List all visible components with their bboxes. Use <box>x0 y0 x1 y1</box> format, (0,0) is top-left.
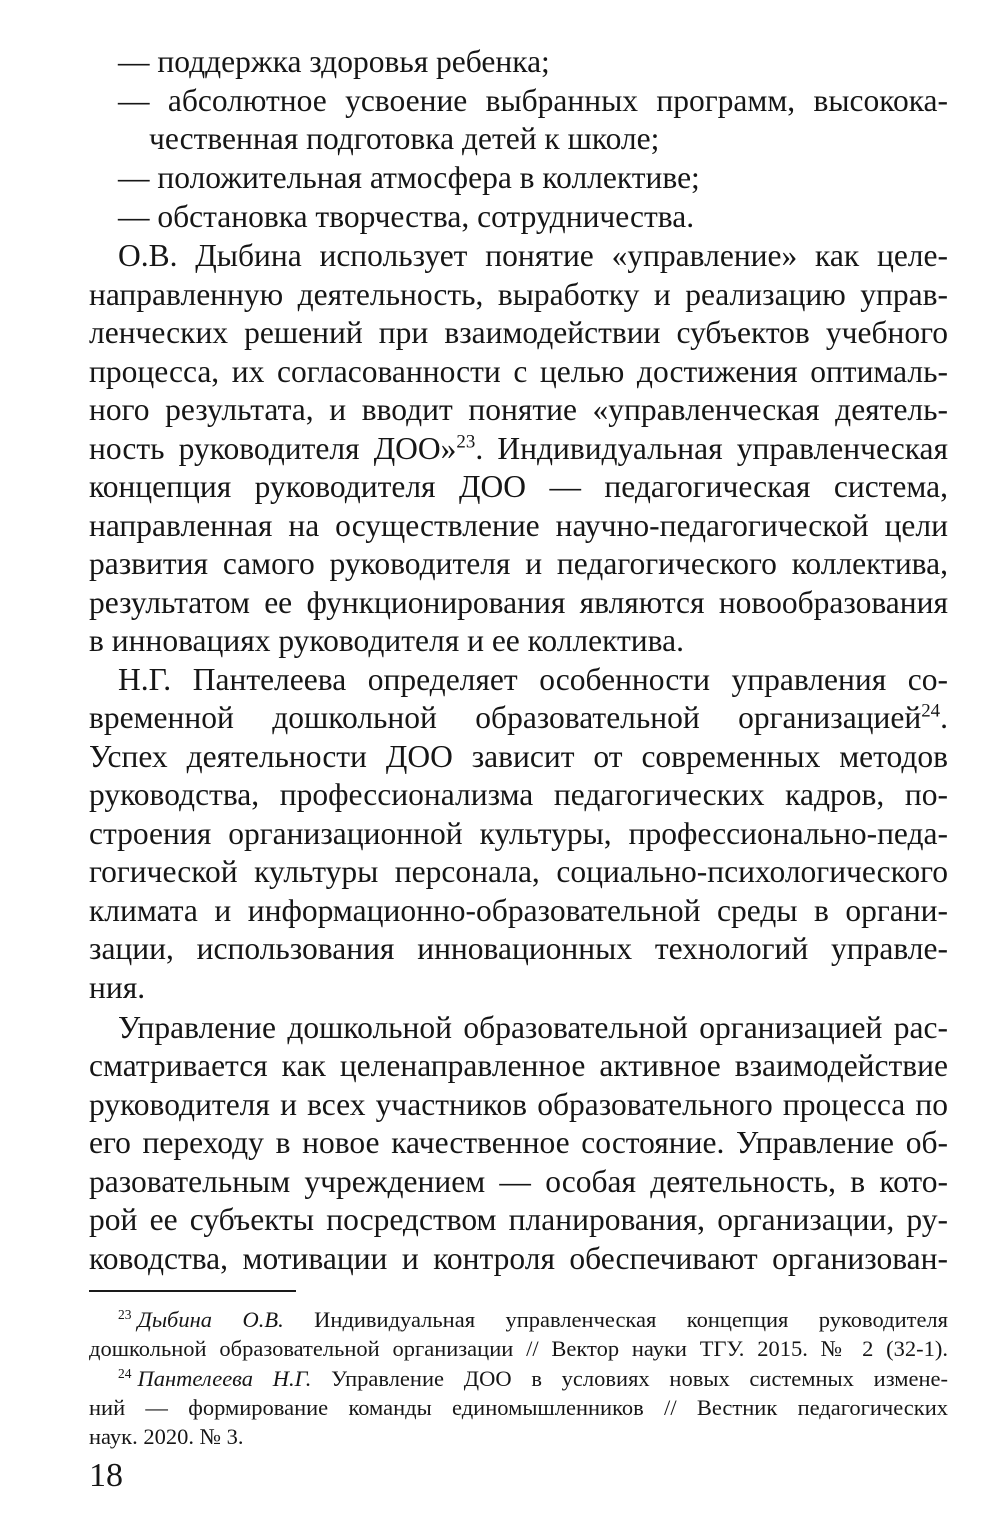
paragraph-line <box>89 698 948 738</box>
list-item: — поддержка здоровья ребенка; <box>118 44 550 79</box>
paragraph-line: развития самого руководителя и педагогического коллектива, <box>89 546 948 581</box>
footnote-author: Пантелеева Н.Г. <box>137 1366 312 1391</box>
list-item-continuation: чественная подготовка детей к школе; <box>149 121 660 156</box>
paragraph-line: сматривается как целенаправленное активное взаимодействие <box>89 1048 948 1083</box>
list-item: — положительная атмосфера в коллективе; <box>118 160 700 195</box>
paragraph-line: в инновациях руководителя и ее коллектива. <box>89 623 684 658</box>
footnote-ref: 23 <box>456 431 476 453</box>
footnote-line: ний — формирование команды единомышленников // Вестник педагогических <box>89 1395 948 1420</box>
paragraph-text: ность руководителя ДОО» <box>89 431 457 466</box>
paragraph-line: руководства, профессионализма педагогических кадров, по- <box>89 777 948 812</box>
paragraph-line: руководителя и всех участников образовательного процесса по <box>89 1087 948 1122</box>
paragraph-line <box>89 429 948 469</box>
footnote-separator <box>89 1290 296 1292</box>
paragraph-line: рой ее субъекты посредством планирования, организации, ру- <box>89 1202 948 1237</box>
paragraph-line: ководства, мотивации и контроля обеспечивают организован- <box>89 1241 948 1276</box>
footnote-number: 23 <box>118 1306 132 1322</box>
list-item: — абсолютное усвоение выбранных программ, высокока- <box>118 83 948 118</box>
paragraph-line: строения организационной культуры, профессионально-педа- <box>89 816 948 851</box>
paragraph-line: его переходу в новое качественное состояние. Управление об- <box>89 1125 948 1160</box>
paragraph-line: направленную деятельность, выработку и реализацию управ- <box>89 277 948 312</box>
paragraph-line: направленная на осуществление научно-педагогической цели <box>89 508 948 543</box>
paragraph-line: гогической культуры персонала, социально-психологического <box>89 854 948 889</box>
paragraph-line: климата и информационно-образовательной среды в органи- <box>89 893 948 928</box>
list-item: — обстановка творчества, сотрудничества. <box>118 199 695 234</box>
footnote-author: Дыбина О.В. <box>137 1307 284 1332</box>
footnote-number: 24 <box>118 1365 132 1381</box>
paragraph-text: . <box>940 700 948 735</box>
paragraph-line: концепция руководителя ДОО — педагогическая система, <box>89 469 948 504</box>
paragraph-line: Управление дошкольной образовательной организацией рас- <box>118 1010 948 1045</box>
footnote-line <box>118 1364 948 1394</box>
footnote-text: Управление ДОО в условиях новых системных измене- <box>311 1366 949 1391</box>
footnote-line: наук. 2020. № 3. <box>89 1424 244 1449</box>
paragraph-line: Н.Г. Пантелеева определяет особенности управления со- <box>118 662 948 697</box>
paragraph-line: результатом ее функционирования являются новообразования <box>89 585 948 620</box>
paragraph-line: О.В. Дыбина использует понятие «управление» как целе- <box>118 238 948 273</box>
paragraph-text: временной дошкольной образовательной организацией <box>89 700 922 735</box>
paragraph-line: ного результата, и вводит понятие «управленческая деятель- <box>89 392 948 427</box>
footnote-ref: 24 <box>921 700 941 722</box>
paragraph-line: Успех деятельности ДОО зависит от современных методов <box>89 739 948 774</box>
paragraph-text: . Индивидуальная управленческая <box>475 431 948 466</box>
footnote-line: дошкольной образовательной организации // Вектор науки ТГУ. 2015. № 2 (32-1). <box>89 1336 948 1361</box>
footnote-text: Индивидуальная управленческая концепция руководителя <box>283 1307 949 1332</box>
page-number: 18 <box>89 1457 123 1494</box>
paragraph-line: ния. <box>89 970 146 1005</box>
paragraph-line: зации, использования инновационных технологий управле- <box>89 931 948 966</box>
paragraph-line: разовательным учреждением — особая деятельность, в кото- <box>89 1164 948 1199</box>
footnote-line <box>118 1305 948 1335</box>
paragraph-line: ленческих решений при взаимодействии субъектов учебного <box>89 315 948 350</box>
paragraph-line: процесса, их согласованности с целью достижения оптималь- <box>89 354 948 389</box>
